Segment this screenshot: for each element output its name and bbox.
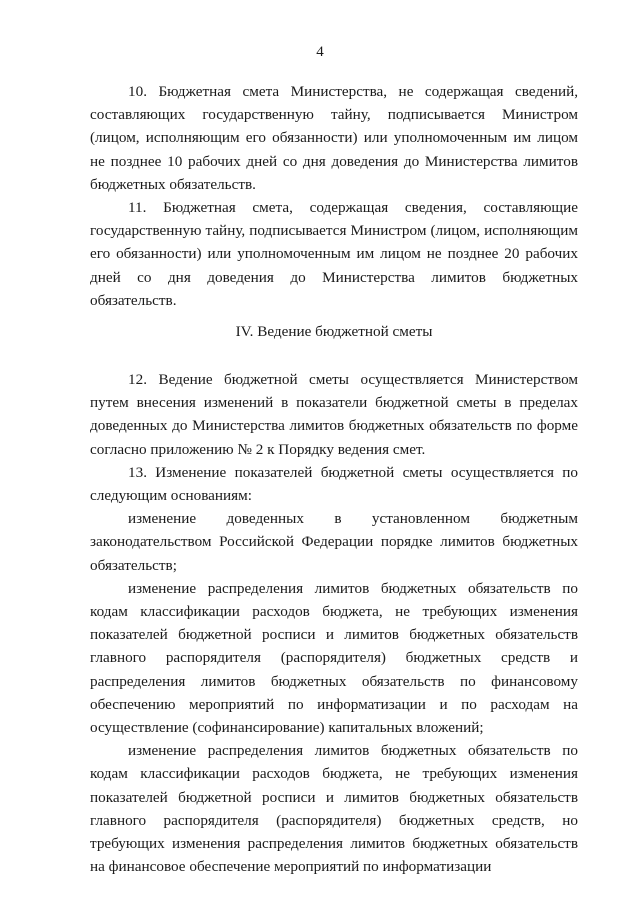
document-body xyxy=(90,80,578,879)
paragraph-13: 13. Изменение показателей бюджетной сметы осуществляется по следующим основаниям: xyxy=(90,463,578,505)
list-item-distribution-change-2: изменение распределения лимитов бюджетных обязательств по кодам классификации расходов бюджета, не требующих изменения показателей бюджетной росписи и лимитов бюджетных обязательств главного распорядителя (распорядителя) бюджетных средств, но требующих изменения распределения лимитов бюджетных обязательств на финансовое обеспечение мероприятий по информатизации xyxy=(90,742,578,876)
page-number: 4 xyxy=(316,44,324,60)
paragraph-12: 12. Ведение бюджетной сметы осуществляется Министерством путем внесения изменений в показатели бюджетной сметы в пределах доведенных до Министерства лимитов бюджетных обязательств по форме согласно приложению № 2 к Порядку ведения смет. xyxy=(90,371,578,458)
list-item-limits-change: изменение доведенных в установленном бюджетным законодательством Российской Федерации порядке лимитов бюджетных обязательств; xyxy=(90,510,578,574)
paragraph-10: 10. Бюджетная смета Министерства, не содержащая сведений, составляющих государственную тайну, подписывается Министром (лицом, исполняющим его обязанности) или уполномоченным им лицом не позднее 10 рабочих дней со дня доведения до Министерства лимитов бюджетных обязательств. xyxy=(90,83,578,193)
section-heading: IV. Ведение бюджетной сметы xyxy=(235,323,433,341)
list-item-distribution-change-1: изменение распределения лимитов бюджетных обязательств по кодам классификации расходов бюджета, не требующих изменения показателей бюджетной росписи и лимитов бюджетных обязательств главного распорядителя (распорядителя) бюджетных средств и распределения лимитов бюджетных обязательств по финансовому обеспечению мероприятий по информатизации и по расходам на осуществление (софинансирование) капитальных вложений; xyxy=(90,579,578,737)
paragraph-11: 11. Бюджетная смета, содержащая сведения, составляющие государственную тайну, подписывается Министром (лицом, исполняющим его обязанности) или уполномоченным им лицом не позднее 20 рабочих дней со дня доведения до Министерства лимитов бюджетных обязательств. xyxy=(90,199,578,309)
